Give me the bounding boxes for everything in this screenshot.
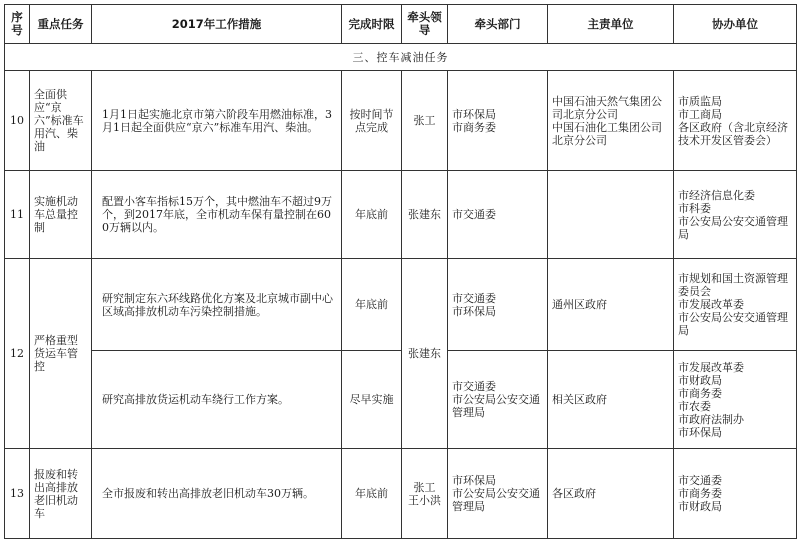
leader-cell: 张建东 — [402, 171, 448, 259]
table-row — [5, 259, 797, 351]
header-row — [5, 5, 797, 44]
assist-cell: 市规划和国土资源管理委员会 市发展改革委 市公安局公安交通管理局 — [674, 259, 797, 351]
deadline-cell: 年底前 — [342, 449, 402, 539]
row-number: 12 — [5, 259, 30, 449]
main-unit-cell: 通州区政府 — [548, 259, 674, 351]
section-row — [5, 44, 797, 71]
assist-cell: 市质监局 市工商局 各区政府（含北京经济技术开发区管委会） — [674, 71, 797, 171]
header-measure: 2017年工作措施 — [92, 5, 342, 44]
deadline-cell: 年底前 — [342, 171, 402, 259]
task-table — [4, 4, 797, 539]
main-unit-cell: 各区政府 — [548, 449, 674, 539]
assist-cell: 市发展改革委 市财政局 市商务委 市农委 市政府法制办 市环保局 — [674, 351, 797, 449]
row-number: 11 — [5, 171, 30, 259]
assist-cell: 市经济信息化委 市科委 市公安局公安交通管理局 — [674, 171, 797, 259]
dept-cell: 市交通委 市公安局公安交通管理局 — [448, 351, 548, 449]
section-title: 三、控车减油任务 — [5, 44, 797, 71]
task-cell: 严格重型货运车管控 — [30, 259, 92, 449]
header-deadline: 完成时限 — [342, 5, 402, 44]
dept-cell: 市环保局 市公安局公安交通管理局 — [448, 449, 548, 539]
task-cell: 全面供应“京六”标准车用汽、柴油 — [30, 71, 92, 171]
row-number: 13 — [5, 449, 30, 539]
leader-cell: 张工 — [402, 71, 448, 171]
measure-cell: 研究制定东六环线路优化方案及北京城市副中心区域高排放机动车污染控制措施。 — [92, 259, 342, 351]
header-task: 重点任务 — [30, 5, 92, 44]
dept-cell: 市交通委 — [448, 171, 548, 259]
leader-cell: 张工 王小洪 — [402, 449, 448, 539]
measure-cell: 研究高排放货运机动车绕行工作方案。 — [92, 351, 342, 449]
measure-cell: 1月1日起实施北京市第六阶段车用燃油标准，3月1日起全面供应“京六”标准车用汽、柴油。 — [92, 71, 342, 171]
dept-cell: 市交通委 市环保局 — [448, 259, 548, 351]
header-dept: 牵头部门 — [448, 5, 548, 44]
row-number: 10 — [5, 71, 30, 171]
deadline-cell: 尽早实施 — [342, 351, 402, 449]
main-unit-cell — [548, 171, 674, 259]
table-row — [5, 449, 797, 539]
deadline-cell: 按时间节点完成 — [342, 71, 402, 171]
measure-cell: 全市报废和转出高排放老旧机动车30万辆。 — [92, 449, 342, 539]
task-cell: 报废和转出高排放老旧机动车 — [30, 449, 92, 539]
leader-cell: 张建东 — [402, 259, 448, 449]
table-row — [5, 71, 797, 171]
task-cell: 实施机动车总量控制 — [30, 171, 92, 259]
measure-cell: 配置小客车指标15万个，其中燃油车不超过9万个，到2017年底，全市机动车保有量控制在600万辆以内。 — [92, 171, 342, 259]
table-row — [5, 171, 797, 259]
header-no: 序号 — [5, 5, 30, 44]
assist-cell: 市交通委 市商务委 市财政局 — [674, 449, 797, 539]
main-unit-cell: 相关区政府 — [548, 351, 674, 449]
dept-cell: 市环保局 市商务委 — [448, 71, 548, 171]
header-main-unit: 主责单位 — [548, 5, 674, 44]
deadline-cell: 年底前 — [342, 259, 402, 351]
header-leader: 牵头领导 — [402, 5, 448, 44]
main-unit-cell: 中国石油天然气集团公司北京分公司 中国石油化工集团公司北京分公司 — [548, 71, 674, 171]
header-assist: 协办单位 — [674, 5, 797, 44]
table-row — [5, 351, 797, 449]
